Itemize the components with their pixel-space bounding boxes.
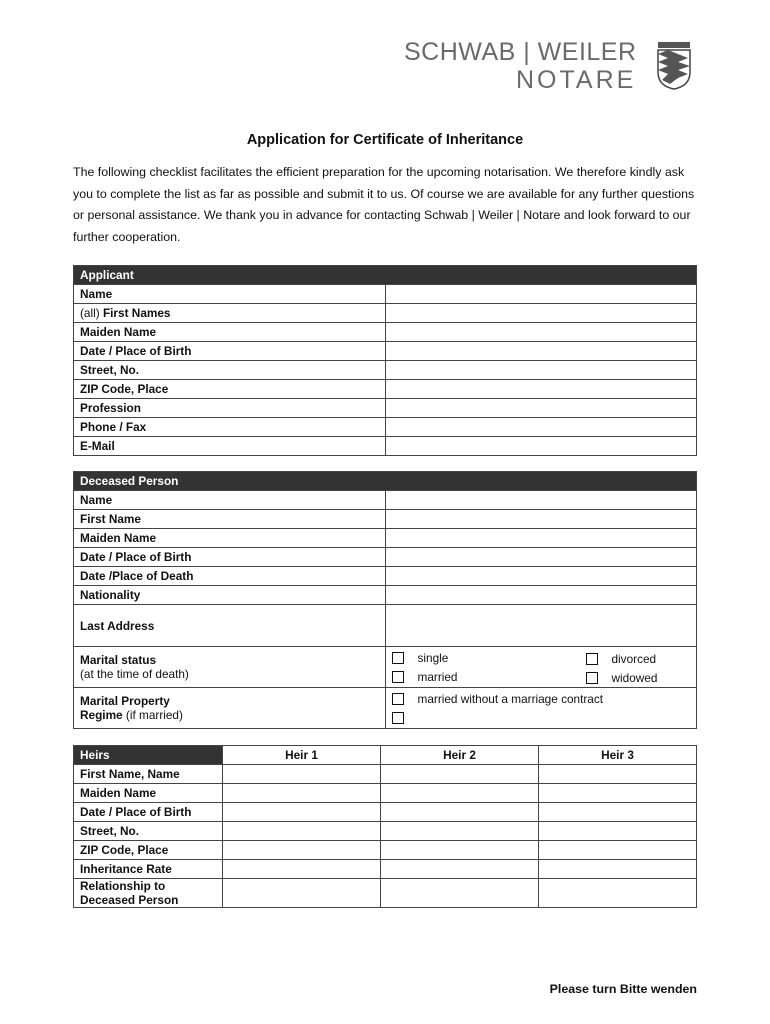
heir2-zip-field[interactable] — [381, 841, 539, 860]
heir1-rate-field[interactable] — [223, 860, 381, 879]
heir1-name-field[interactable] — [223, 765, 381, 784]
label-heir-relationship — [74, 879, 223, 908]
divorced-label: divorced — [611, 651, 657, 666]
label-maiden-name: Maiden Name — [74, 323, 386, 342]
heir-3-header: Heir 3 — [539, 746, 697, 765]
logo-line-1: SCHWAB | WEILER — [404, 38, 637, 66]
intro-paragraph: The following checklist facilitates the efficient preparation for the upcoming notarisation. We therefore kindly ask you to complete the list as far as possible and submit it to us. Of course we are available for any further questions or personal assistance. We thank you in advance for contacting Schwab | Weiler | Notare and look forward to our further cooperation. — [73, 165, 695, 244]
label-nationality: Nationality — [74, 586, 386, 605]
no-contract-label: married without a marriage contract — [417, 691, 604, 706]
label-heir-rate: Inheritance Rate — [74, 860, 223, 879]
label-heir-zip: ZIP Code, Place — [74, 841, 223, 860]
label-phone: Phone / Fax — [74, 418, 386, 437]
heir2-birth-field[interactable] — [381, 803, 539, 822]
deceased-name-field[interactable] — [385, 491, 697, 510]
label-deceased-name: Name — [74, 491, 386, 510]
heir2-street-field[interactable] — [381, 822, 539, 841]
heir1-street-field[interactable] — [223, 822, 381, 841]
heir1-zip-field[interactable] — [223, 841, 381, 860]
logo-line-2: NOTARE — [516, 66, 637, 94]
label-deceased-birth: Date / Place of Birth — [74, 548, 386, 567]
label-first-names — [74, 304, 386, 323]
applicant-phone-field[interactable] — [385, 418, 697, 437]
married-checkbox[interactable] — [392, 671, 404, 683]
label-last-address: Last Address — [74, 605, 386, 647]
heir2-relationship-field[interactable] — [381, 879, 539, 908]
heir1-maiden-field[interactable] — [223, 784, 381, 803]
property-regime-sub: (if married) — [125, 708, 183, 722]
married-label: married — [417, 669, 458, 684]
label-birth: Date / Place of Birth — [74, 342, 386, 361]
relationship-line-2: Deceased Person — [80, 893, 179, 907]
single-checkbox[interactable] — [392, 652, 404, 664]
applicant-email-field[interactable] — [385, 437, 697, 456]
option-divorced[interactable] — [586, 649, 658, 668]
bavarian-crest-icon — [654, 40, 694, 90]
heir3-street-field[interactable] — [539, 822, 697, 841]
applicant-maiden-field[interactable] — [385, 323, 697, 342]
no-contract-checkbox[interactable] — [392, 693, 404, 705]
label-heir-birth: Date / Place of Birth — [74, 803, 223, 822]
option-other-regime[interactable] — [392, 708, 691, 727]
deceased-header: Deceased Person — [74, 472, 697, 491]
applicant-header: Applicant — [74, 266, 697, 285]
heir-1-header: Heir 1 — [223, 746, 381, 765]
applicant-birth-field[interactable] — [385, 342, 697, 361]
property-regime-title: Marital Property — [80, 694, 170, 708]
applicant-street-field[interactable] — [385, 361, 697, 380]
widowed-label: widowed — [611, 670, 658, 685]
deceased-address-field[interactable] — [385, 605, 697, 647]
page-title: Application for Certificate of Inheritance — [246, 132, 524, 148]
heirs-table — [73, 745, 697, 908]
divorced-checkbox[interactable] — [586, 653, 598, 665]
label-deceased-death: Date /Place of Death — [74, 567, 386, 586]
relationship-line-1: Relationship to — [80, 879, 166, 893]
label-zip: ZIP Code, Place — [74, 380, 386, 399]
heir3-relationship-field[interactable] — [539, 879, 697, 908]
label-email: E-Mail — [74, 437, 386, 456]
widowed-checkbox[interactable] — [586, 672, 598, 684]
heir1-birth-field[interactable] — [223, 803, 381, 822]
marital-status-title: Marital status — [80, 653, 157, 667]
marital-status-options — [385, 647, 697, 688]
notary-logo — [404, 36, 696, 96]
applicant-name-field[interactable] — [385, 285, 697, 304]
heir3-name-field[interactable] — [539, 765, 697, 784]
other-regime-checkbox[interactable] — [392, 712, 404, 724]
label-deceased-maiden: Maiden Name — [74, 529, 386, 548]
heir1-relationship-field[interactable] — [223, 879, 381, 908]
applicant-first-names-field[interactable] — [385, 304, 697, 323]
heir2-name-field[interactable] — [381, 765, 539, 784]
label-property-regime — [74, 688, 386, 729]
applicant-zip-field[interactable] — [385, 380, 697, 399]
option-widowed[interactable] — [586, 668, 658, 687]
page-footer: Please turn Bitte wenden — [549, 982, 697, 996]
marital-status-sub: (at the time of death) — [80, 667, 189, 681]
deceased-table — [73, 471, 697, 729]
label-heir-first-name: First Name, Name — [74, 765, 223, 784]
label-street: Street, No. — [74, 361, 386, 380]
deceased-birth-field[interactable] — [385, 548, 697, 567]
property-regime-options — [385, 688, 697, 729]
heir3-maiden-field[interactable] — [539, 784, 697, 803]
heir-2-header: Heir 2 — [381, 746, 539, 765]
heir3-birth-field[interactable] — [539, 803, 697, 822]
deceased-death-field[interactable] — [385, 567, 697, 586]
single-label: single — [417, 650, 449, 665]
heir3-zip-field[interactable] — [539, 841, 697, 860]
heir2-maiden-field[interactable] — [381, 784, 539, 803]
heirs-header: Heirs — [74, 746, 223, 765]
label-heir-street: Street, No. — [74, 822, 223, 841]
first-names-prefix: (all) — [80, 306, 100, 320]
label-name: Name — [74, 285, 386, 304]
deceased-nationality-field[interactable] — [385, 586, 697, 605]
first-names-text: First Names — [102, 306, 171, 320]
applicant-profession-field[interactable] — [385, 399, 697, 418]
label-profession: Profession — [74, 399, 386, 418]
label-heir-maiden: Maiden Name — [74, 784, 223, 803]
heir3-rate-field[interactable] — [539, 860, 697, 879]
option-no-contract[interactable] — [392, 689, 691, 708]
applicant-table — [73, 265, 697, 456]
deceased-maiden-field[interactable] — [385, 529, 697, 548]
property-regime-title2: Regime — [80, 708, 123, 722]
deceased-first-field[interactable] — [385, 510, 697, 529]
heir2-rate-field[interactable] — [381, 860, 539, 879]
label-marital-status — [74, 647, 386, 688]
label-deceased-first: First Name — [74, 510, 386, 529]
